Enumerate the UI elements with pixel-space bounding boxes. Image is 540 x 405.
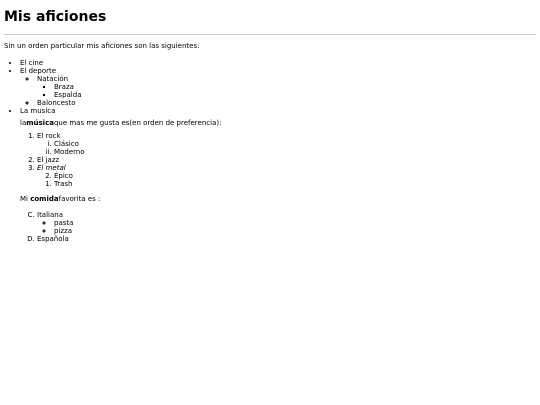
list-item-natacion [37, 75, 536, 99]
music-sentence [20, 119, 536, 128]
music-list [20, 132, 536, 188]
metal-styles-list-2 [37, 180, 536, 188]
rock-styles-list [37, 140, 536, 156]
italian-food-list [37, 219, 536, 235]
musica-label: La musica [20, 107, 56, 115]
music-sentence-after: que mas me gusta es(en orden de preferencia): [53, 119, 222, 127]
italiana-label: Italiana [37, 211, 64, 219]
hobbies-list [4, 59, 536, 243]
list-item-musica [20, 107, 536, 243]
list-item-pizza: ◦ pizza [54, 227, 536, 235]
swim-styles-list [37, 83, 536, 99]
food-sentence-before: Mi [20, 195, 31, 203]
list-item-braza: ▪ Braza [54, 83, 536, 91]
list-item-cine: • El cine [20, 59, 536, 67]
food-sentence-bold: comida [30, 195, 59, 203]
list-item-metal [37, 164, 536, 188]
list-item-moderno: ii. Moderno [54, 148, 536, 156]
list-item-jazz: 2. El jazz [37, 156, 536, 164]
metal-label: El metal [37, 164, 66, 172]
list-item-espalda: ▪ Espalda [54, 91, 536, 99]
list-item-trash: 1. Trash [54, 180, 536, 188]
list-item-deporte [20, 67, 536, 107]
list-item-baloncesto: ◦ Baloncesto [37, 99, 536, 107]
list-item-espanola: D. Española [37, 235, 536, 243]
food-sentence-after: favorita es : [58, 195, 101, 203]
deporte-label: El deporte [20, 67, 56, 75]
list-item-clasico: i. Clásico [54, 140, 536, 148]
intro-text: Sin un orden particular mis aficiones son las siguientes: [4, 42, 200, 50]
music-sentence-before: la [20, 119, 27, 127]
music-sentence-bold: música [26, 119, 54, 127]
natacion-label: Natación [37, 75, 69, 83]
food-list [20, 211, 536, 243]
metal-styles-list [37, 172, 536, 180]
list-item-pasta: ◦ pasta [54, 219, 536, 227]
food-sentence [20, 195, 536, 204]
page-title: Mis aficiones [4, 9, 107, 25]
list-item-epico: 2. Épico [54, 172, 536, 180]
list-item-italiana [37, 211, 536, 235]
list-item-rock [37, 132, 536, 156]
title-divider [4, 34, 536, 35]
rock-label: El rock [37, 132, 61, 140]
sports-list [20, 75, 536, 107]
